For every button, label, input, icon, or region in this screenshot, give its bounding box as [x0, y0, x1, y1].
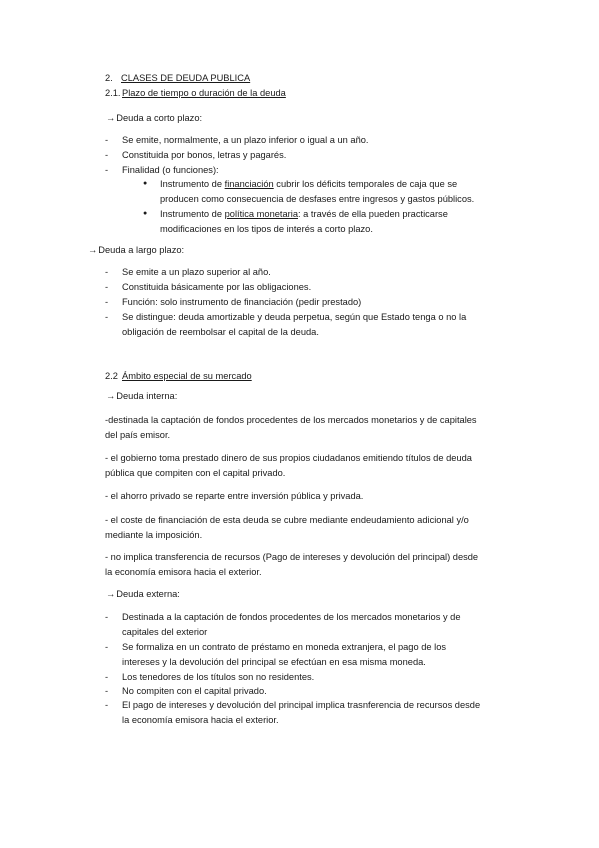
- list-item: Función: solo instrumento de financiación (pedir prestado): [122, 297, 362, 307]
- dash-icon: -: [105, 150, 109, 160]
- list-item-continuation: la economía emisora hacia el exterior.: [122, 715, 279, 725]
- bullet-icon: ●: [143, 180, 148, 187]
- sub-item-financiacion: [160, 177, 457, 192]
- subsection-title: Plazo de tiempo o duración de la deuda: [122, 88, 286, 98]
- sub-item-text: Instrumento de: [160, 209, 225, 219]
- arrow-icon: →: [88, 245, 98, 255]
- list-item: Finalidad (o funciones):: [122, 165, 219, 175]
- dash-icon: -: [105, 135, 109, 145]
- paragraph-line: mediante la imposición.: [105, 530, 203, 540]
- subsection-number: 2.2: [105, 371, 118, 381]
- list-item: No compiten con el capital privado.: [122, 686, 267, 696]
- dash-icon: -: [105, 165, 109, 175]
- externa-heading: [106, 587, 180, 602]
- sub-item-continuation: modificaciones en los tipos de interés a corto plazo.: [160, 224, 373, 234]
- paragraph-line: del país emisor.: [105, 430, 171, 440]
- sub-item-text: : a través de ella pueden practicarse: [298, 209, 448, 219]
- section-number: 2.: [105, 73, 113, 83]
- paragraph-line: - el coste de financiación de esta deuda se cubre mediante endeudamiento adicional y/o: [105, 515, 469, 525]
- list-item-continuation: intereses y la devolución del principal se efectúan en esa misma moneda.: [122, 657, 426, 667]
- list-item: El pago de intereses y devolución del principal implica trasnferencia de recursos desde: [122, 700, 481, 710]
- paragraph-line: -destinada la captación de fondos procedentes de los mercados monetarios y de capitales: [105, 415, 477, 425]
- list-item: Se emite, normalmente, a un plazo inferior o igual a un año.: [122, 135, 369, 145]
- list-item: Se distingue: deuda amortizable y deuda perpetua, según que Estado tenga o no la: [122, 312, 467, 322]
- dash-icon: -: [105, 672, 109, 682]
- dash-icon: -: [105, 282, 109, 292]
- dash-icon: -: [105, 267, 109, 277]
- corto-heading-label: Deuda a corto plazo:: [116, 113, 203, 123]
- paragraph-line: - el ahorro privado se reparte entre inversión pública y privada.: [105, 491, 364, 501]
- list-item: Se emite a un plazo superior al año.: [122, 267, 271, 277]
- externa-heading-label: Deuda externa:: [116, 589, 180, 599]
- sub-item-term: financiación: [224, 179, 274, 189]
- dash-icon: -: [105, 312, 109, 322]
- paragraph-line: pública que compiten con el capital privado.: [105, 468, 286, 478]
- list-item: Constituida por bonos, letras y pagarés.: [122, 150, 287, 160]
- arrow-icon: →: [106, 113, 116, 123]
- dash-icon: -: [105, 700, 109, 710]
- arrow-icon: →: [106, 589, 116, 599]
- list-item: Los tenedores de los títulos son no residentes.: [122, 672, 315, 682]
- section-title: CLASES DE DEUDA PUBLICA: [121, 73, 251, 83]
- list-item: Se formaliza en un contrato de préstamo en moneda extranjera, el pago de los: [122, 642, 447, 652]
- dash-icon: -: [105, 686, 109, 696]
- sub-item-continuation: producen como consecuencia de desfases entre ingresos y gastos públicos.: [160, 194, 475, 204]
- subsection-number: 2.1.: [105, 88, 121, 98]
- paragraph-line: - no implica transferencia de recursos (Pago de intereses y devolución del principal) desde: [105, 552, 479, 562]
- paragraph-line: - el gobierno toma prestado dinero de sus propios ciudadanos emitiendo títulos de deuda: [105, 453, 472, 463]
- dash-icon: -: [105, 297, 109, 307]
- corto-heading: [106, 111, 202, 126]
- bullet-icon: ●: [143, 210, 148, 217]
- dash-icon: -: [105, 642, 109, 652]
- sub-item-politica: [160, 207, 448, 222]
- list-item: Constituida básicamente por las obligaciones.: [122, 282, 312, 292]
- arrow-icon: →: [106, 391, 116, 401]
- dash-icon: -: [105, 612, 109, 622]
- sub-item-text: Instrumento de: [160, 179, 225, 189]
- largo-heading-label: Deuda a largo plazo:: [98, 245, 185, 255]
- subsection-title: Ámbito especial de su mercado: [122, 371, 252, 381]
- list-item-continuation: obligación de reembolsar el capital de la deuda.: [122, 327, 319, 337]
- sub-item-term: política monetaria: [224, 209, 298, 219]
- interna-heading: [106, 389, 177, 404]
- largo-heading: [88, 243, 184, 258]
- interna-heading-label: Deuda interna:: [116, 391, 178, 401]
- list-item: Destinada a la captación de fondos procedentes de los mercados monetarios y de: [122, 612, 461, 622]
- list-item-continuation: capitales del exterior: [122, 627, 208, 637]
- sub-item-text: cubrir los déficits temporales de caja que se: [273, 179, 458, 189]
- paragraph-line: la economía emisora hacia el exterior.: [105, 567, 262, 577]
